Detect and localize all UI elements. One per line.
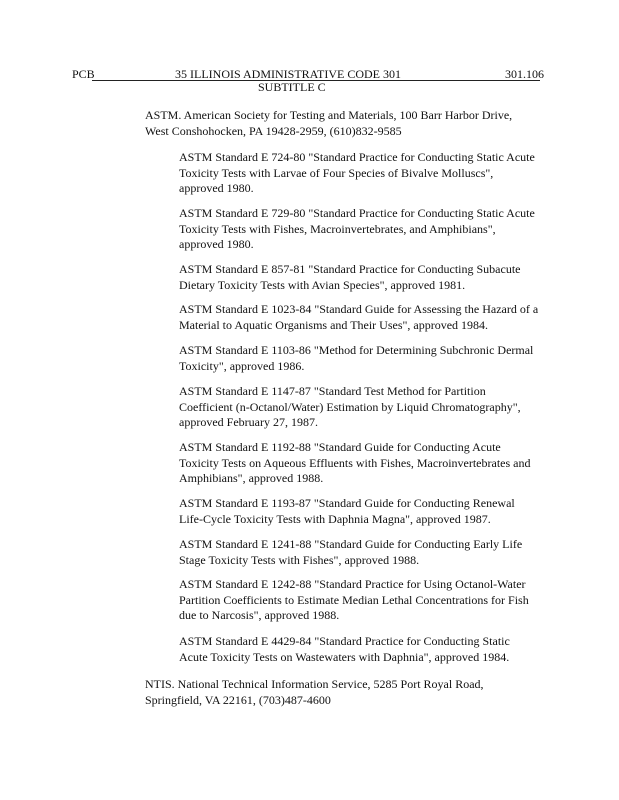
- standard-line: Acute Toxicity Tests on Wastewaters with Daphnia", approved 1984.: [179, 649, 510, 664]
- standard-line: Coefficient (n-Octanol/Water) Estimation by Liquid Chromatography",: [179, 399, 521, 414]
- header-subtitle: SUBTITLE C: [258, 80, 326, 94]
- ntis-line-2: Springfield, VA 22161, (703)487-4600: [145, 692, 331, 707]
- standard-line: due to Narcosis", approved 1988.: [179, 608, 340, 622]
- standard-line: Toxicity Tests with Fishes, Macroinvertebrates, and Amphibians",: [179, 221, 496, 236]
- standard-item: [179, 302, 551, 333]
- standard-line: ASTM Standard E 1193-87 "Standard Guide for Conducting Renewal: [179, 496, 515, 510]
- standard-line: ASTM Standard E 1192-88 "Standard Guide for Conducting Acute: [179, 440, 501, 454]
- header-section-number: 301.106: [505, 67, 544, 81]
- standard-line: approved 1980.: [179, 181, 254, 195]
- standard-line: Partition Coefficients to Estimate Median Lethal Concentrations for Fish: [179, 592, 529, 607]
- standard-item: [179, 440, 551, 487]
- standard-item: [179, 343, 551, 374]
- astm-line-1: ASTM. American Society for Testing and Materials, 100 Barr Harbor Drive,: [145, 108, 513, 122]
- standard-line: approved February 27, 1987.: [179, 415, 318, 429]
- header-code-title: 35 ILLINOIS ADMINISTRATIVE CODE 301: [175, 67, 401, 81]
- astm-line-2: West Conshohocken, PA 19428-2959, (610)832-9585: [145, 123, 402, 138]
- standard-line: Toxicity Tests with Larvae of Four Species of Bivalve Molluscs",: [179, 165, 494, 180]
- standard-item: [179, 150, 551, 197]
- standard-line: ASTM Standard E 1241-88 "Standard Guide for Conducting Early Life: [179, 537, 523, 551]
- standard-item: [179, 384, 551, 431]
- standard-line: Amphibians", approved 1988.: [179, 471, 324, 485]
- standard-line: Life-Cycle Toxicity Tests with Daphnia Magna", approved 1987.: [179, 511, 491, 526]
- standard-item: [179, 577, 551, 624]
- standard-line: Material to Aquatic Organisms and Their Uses", approved 1984.: [179, 317, 489, 332]
- header-board-abbrev: PCB: [72, 67, 95, 81]
- standard-line: ASTM Standard E 1147-87 "Standard Test Method for Partition: [179, 384, 486, 398]
- standard-line: ASTM Standard E 724-80 "Standard Practice for Conducting Static Acute: [179, 150, 535, 164]
- standard-line: ASTM Standard E 1242-88 "Standard Practice for Using Octanol-Water: [179, 577, 526, 591]
- ntis-entry: [145, 677, 555, 708]
- standard-line: Dietary Toxicity Tests with Avian Species", approved 1981.: [179, 277, 466, 292]
- standard-line: ASTM Standard E 729-80 "Standard Practice for Conducting Static Acute: [179, 206, 535, 220]
- standard-item: [179, 537, 551, 568]
- standard-line: ASTM Standard E 1103-86 "Method for Determining Subchronic Dermal: [179, 343, 534, 357]
- standard-line: ASTM Standard E 4429-84 "Standard Practice for Conducting Static: [179, 634, 510, 648]
- standard-line: ASTM Standard E 857-81 "Standard Practice for Conducting Subacute: [179, 262, 521, 276]
- standard-item: [179, 206, 551, 253]
- standard-line: Toxicity Tests on Aqueous Effluents with Fishes, Macroinvertebrates and: [179, 455, 531, 470]
- standard-line: approved 1980.: [179, 237, 254, 251]
- standard-item: [179, 496, 551, 527]
- ntis-line-1: NTIS. National Technical Information Service, 5285 Port Royal Road,: [145, 677, 484, 691]
- standard-line: ASTM Standard E 1023-84 "Standard Guide for Assessing the Hazard of a: [179, 302, 539, 316]
- standard-line: Toxicity", approved 1986.: [179, 358, 305, 373]
- standard-line: Stage Toxicity Tests with Fishes", approved 1988.: [179, 552, 420, 567]
- standard-item: [179, 262, 551, 293]
- astm-entry: [145, 108, 555, 139]
- standard-item: [179, 634, 551, 665]
